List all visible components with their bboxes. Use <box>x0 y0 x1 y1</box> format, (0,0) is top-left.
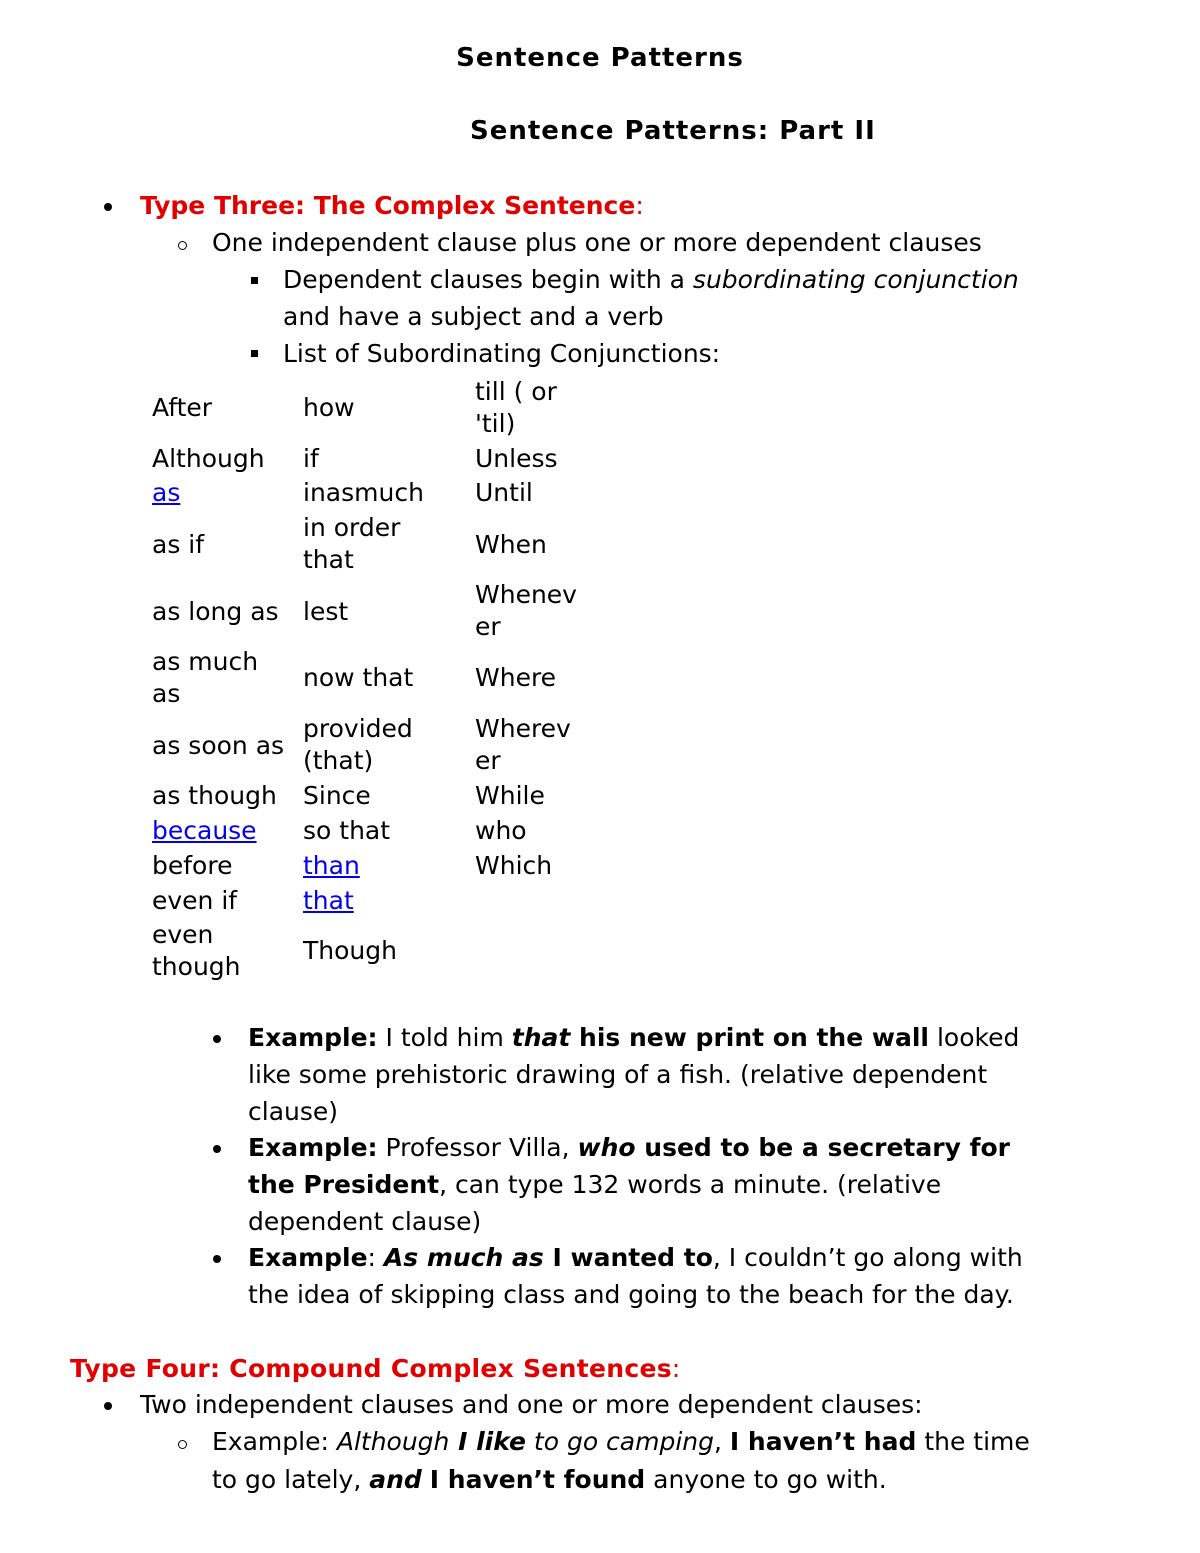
conjunction-cell: provided <box>303 714 413 743</box>
example-1-line2: like some prehistoric drawing of a fish. (relative dependent <box>248 1060 988 1089</box>
conjunction-cell: till ( or <box>475 377 557 406</box>
conjunction-cell: Whenev <box>475 580 577 609</box>
conjunction-cell: inasmuch <box>303 478 424 507</box>
page-title: Sentence Patterns <box>456 43 744 73</box>
conjunction-cell: as much <box>152 647 259 676</box>
conjunction-cell: After <box>152 393 213 422</box>
type-four-example: Example: Although I like to go camping, I haven’t had the time <box>212 1427 1030 1456</box>
square-bullet-icon <box>251 350 258 357</box>
example-1: Example: I told him that his new print on the wall looked <box>248 1023 1020 1052</box>
conjunction-cell: Where <box>475 663 557 692</box>
conjunction-cell: When <box>475 530 547 559</box>
conjunction-cell: er <box>475 612 501 641</box>
dependent-clause-note: Dependent clauses begin with a subordinating conjunction <box>283 265 1019 294</box>
conjunction-cell: lest <box>303 597 349 626</box>
conjunction-cell: how <box>303 393 355 422</box>
bullet-icon <box>104 203 112 211</box>
example-2: Example: Professor Villa, who used to be a secretary for <box>248 1133 1010 1162</box>
conjunction-link[interactable]: because <box>152 816 257 845</box>
conjunction-cell: who <box>475 816 527 845</box>
conjunction-cell: Which <box>475 851 553 880</box>
type-three-heading: Type Three: The Complex Sentence: <box>140 191 644 220</box>
type-four-example-line2: to go lately, and I haven’t found anyone to go with. <box>212 1465 887 1494</box>
circle-bullet-icon <box>178 1440 187 1449</box>
conjunction-cell: Although <box>152 444 265 473</box>
conjunction-cell: if <box>303 444 319 473</box>
circle-bullet-icon <box>178 241 187 250</box>
conjunction-cell: er <box>475 746 501 775</box>
conjunction-cell: as long as <box>152 597 279 626</box>
conjunction-cell: Since <box>303 781 371 810</box>
conjunction-link[interactable]: than <box>303 851 360 880</box>
bullet-icon <box>213 1145 221 1153</box>
example-1-line3: clause) <box>248 1097 339 1126</box>
example-3: Example: As much as I wanted to, I couldn’t go along with <box>248 1243 1023 1272</box>
conjunction-cell: Though <box>303 936 397 965</box>
example-3-line2: the idea of skipping class and going to the beach for the day. <box>248 1280 1014 1309</box>
conjunction-cell: Wherev <box>475 714 571 743</box>
conjunction-cell: as soon as <box>152 731 285 760</box>
conjunction-link[interactable]: as <box>152 478 181 507</box>
conjunction-cell: before <box>152 851 233 880</box>
type-three-definition: One independent clause plus one or more dependent clauses <box>212 228 982 257</box>
conjunction-cell: While <box>475 781 545 810</box>
conjunction-cell: as though <box>152 781 277 810</box>
conjunction-cell: so that <box>303 816 391 845</box>
conjunction-cell: Unless <box>475 444 558 473</box>
conjunction-cell: 'til) <box>475 409 516 438</box>
conjunction-list-intro: List of Subordinating Conjunctions: <box>283 339 721 368</box>
dependent-clause-note-line2: and have a subject and a verb <box>283 302 664 331</box>
conjunction-link[interactable]: that <box>303 886 354 915</box>
type-four-heading: Type Four: Compound Complex Sentences: <box>70 1354 681 1383</box>
conjunction-cell: even if <box>152 886 238 915</box>
example-2-line3: dependent clause) <box>248 1207 482 1236</box>
conjunction-cell: in order <box>303 513 401 542</box>
conjunction-cell: now that <box>303 663 414 692</box>
page-subtitle: Sentence Patterns: Part II <box>470 116 876 146</box>
bullet-icon <box>104 1402 112 1410</box>
conjunction-cell: Until <box>475 478 533 507</box>
conjunction-cell: even <box>152 920 214 949</box>
conjunction-cell: as if <box>152 530 205 559</box>
conjunction-cell: as <box>152 679 181 708</box>
conjunction-cell: though <box>152 952 241 981</box>
example-2-line2: the President, can type 132 words a minute. (relative <box>248 1170 942 1199</box>
conjunction-cell: (that) <box>303 746 374 775</box>
type-four-definition: Two independent clauses and one or more dependent clauses: <box>140 1390 923 1419</box>
bullet-icon <box>213 1035 221 1043</box>
bullet-icon <box>213 1255 221 1263</box>
square-bullet-icon <box>251 277 258 284</box>
conjunction-cell: that <box>303 545 354 574</box>
